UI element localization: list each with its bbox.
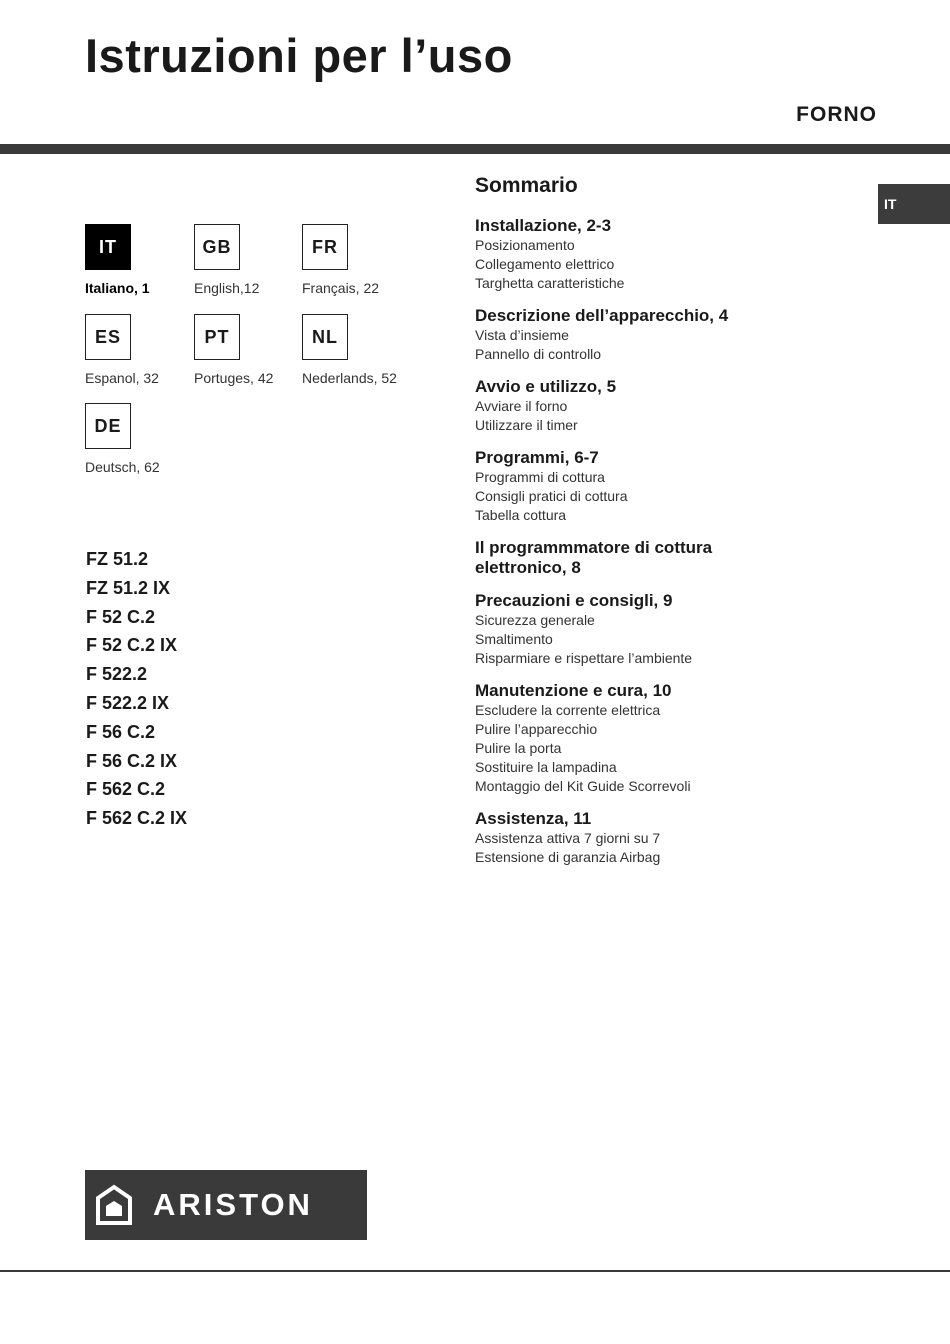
language-pt[interactable] bbox=[194, 314, 304, 386]
toc-section-installazione[interactable] bbox=[475, 216, 855, 293]
language-label: Deutsch, 62 bbox=[85, 459, 160, 475]
toc-section-avvio[interactable] bbox=[475, 377, 855, 435]
ariston-logo bbox=[85, 1170, 367, 1240]
toc-item: Collegamento elettrico bbox=[475, 256, 615, 272]
toc-item: Assistenza attiva 7 giorni su 7 bbox=[475, 830, 661, 846]
toc-item: Sostituire la lampadina bbox=[475, 759, 617, 775]
language-label: Portuges, 42 bbox=[194, 370, 274, 386]
toc-item: Consigli pratici di cottura bbox=[475, 488, 628, 504]
toc-item: Avviare il forno bbox=[475, 398, 568, 414]
language-gb[interactable] bbox=[194, 224, 304, 296]
model-item: F 52 C.2 IX bbox=[86, 635, 178, 656]
language-label: Français, 22 bbox=[302, 280, 380, 296]
model-item: F 56 C.2 bbox=[86, 721, 156, 742]
model-item: F 522.2 IX bbox=[86, 692, 170, 713]
toc-item: Pannello di controllo bbox=[475, 346, 602, 362]
language-code-box: PT bbox=[194, 314, 240, 360]
toc-section-assistenza[interactable] bbox=[475, 809, 855, 867]
toc-item: Estensione di garanzia Airbag bbox=[475, 849, 661, 865]
page-title: Istruzioni per l’uso bbox=[85, 29, 513, 82]
model-item: FZ 51.2 bbox=[86, 549, 149, 569]
toc-item: Tabella cottura bbox=[475, 507, 567, 523]
language-code-box: IT bbox=[85, 224, 131, 270]
language-label: Espanol, 32 bbox=[85, 370, 159, 386]
toc-item: Pulire l’apparecchio bbox=[475, 721, 598, 737]
model-item: F 52 C.2 bbox=[86, 606, 156, 627]
model-item: FZ 51.2 IX bbox=[86, 577, 171, 598]
top-divider bbox=[0, 144, 950, 154]
language-label: Italiano, 1 bbox=[85, 280, 150, 296]
language-label: English,12 bbox=[194, 280, 260, 296]
language-label: Nederlands, 52 bbox=[302, 370, 397, 386]
toc-section-title: Avvio e utilizzo, 5 bbox=[475, 377, 617, 396]
bottom-divider bbox=[0, 1270, 950, 1272]
model-list bbox=[86, 548, 187, 836]
language-code-box: NL bbox=[302, 314, 348, 360]
toc-item: Sicurezza generale bbox=[475, 612, 595, 628]
toc-item: Programmi di cottura bbox=[475, 469, 605, 485]
toc-section-title: Installazione, 2-3 bbox=[475, 216, 612, 235]
house-logo-icon bbox=[95, 1184, 133, 1226]
toc-section-title: Assistenza, 11 bbox=[475, 809, 592, 828]
table-of-contents bbox=[475, 174, 855, 880]
product-name: FORNO bbox=[796, 103, 877, 126]
language-code-box: GB bbox=[194, 224, 240, 270]
toc-item: Risparmiare e rispettare l’ambiente bbox=[475, 650, 693, 666]
brand-name: ARISTON bbox=[153, 1187, 313, 1222]
toc-section-manutenzione[interactable] bbox=[475, 681, 855, 796]
toc-section-title: Manutenzione e cura, 10 bbox=[475, 681, 672, 700]
toc-item: Targhetta caratteristiche bbox=[475, 275, 625, 291]
language-nl[interactable] bbox=[302, 314, 412, 386]
toc-section-programmatore[interactable] bbox=[475, 538, 765, 578]
language-side-tab: IT bbox=[878, 184, 950, 224]
toc-item: Posizionamento bbox=[475, 237, 575, 253]
toc-item: Escludere la corrente elettrica bbox=[475, 702, 661, 718]
language-code-box: ES bbox=[85, 314, 131, 360]
model-item: F 562 C.2 IX bbox=[86, 808, 188, 829]
language-code-box: FR bbox=[302, 224, 348, 270]
language-code-box: DE bbox=[85, 403, 131, 449]
language-it[interactable] bbox=[85, 224, 195, 296]
toc-item: Smaltimento bbox=[475, 631, 553, 647]
model-item: F 562 C.2 bbox=[86, 779, 166, 800]
model-item: F 56 C.2 IX bbox=[86, 750, 178, 771]
language-de[interactable] bbox=[85, 403, 195, 475]
toc-section-title: Descrizione dell’apparecchio, 4 bbox=[475, 306, 729, 325]
toc-section-title: Precauzioni e consigli, 9 bbox=[475, 591, 673, 610]
toc-item: Pulire la porta bbox=[475, 740, 562, 756]
toc-item: Utilizzare il timer bbox=[475, 417, 578, 433]
toc-section-title: Il programmmatore di cottura elettronico, 8 bbox=[475, 538, 713, 577]
model-item: F 522.2 bbox=[86, 664, 148, 685]
language-es[interactable] bbox=[85, 314, 195, 386]
toc-section-precauzioni[interactable] bbox=[475, 591, 855, 668]
toc-section-programmi[interactable] bbox=[475, 448, 855, 525]
toc-item: Montaggio del Kit Guide Scorrevoli bbox=[475, 778, 691, 794]
toc-section-descrizione[interactable] bbox=[475, 306, 855, 364]
toc-heading: Sommario bbox=[475, 174, 578, 197]
language-fr[interactable] bbox=[302, 224, 412, 296]
toc-section-title: Programmi, 6-7 bbox=[475, 448, 599, 467]
toc-item: Vista d’insieme bbox=[475, 327, 569, 343]
